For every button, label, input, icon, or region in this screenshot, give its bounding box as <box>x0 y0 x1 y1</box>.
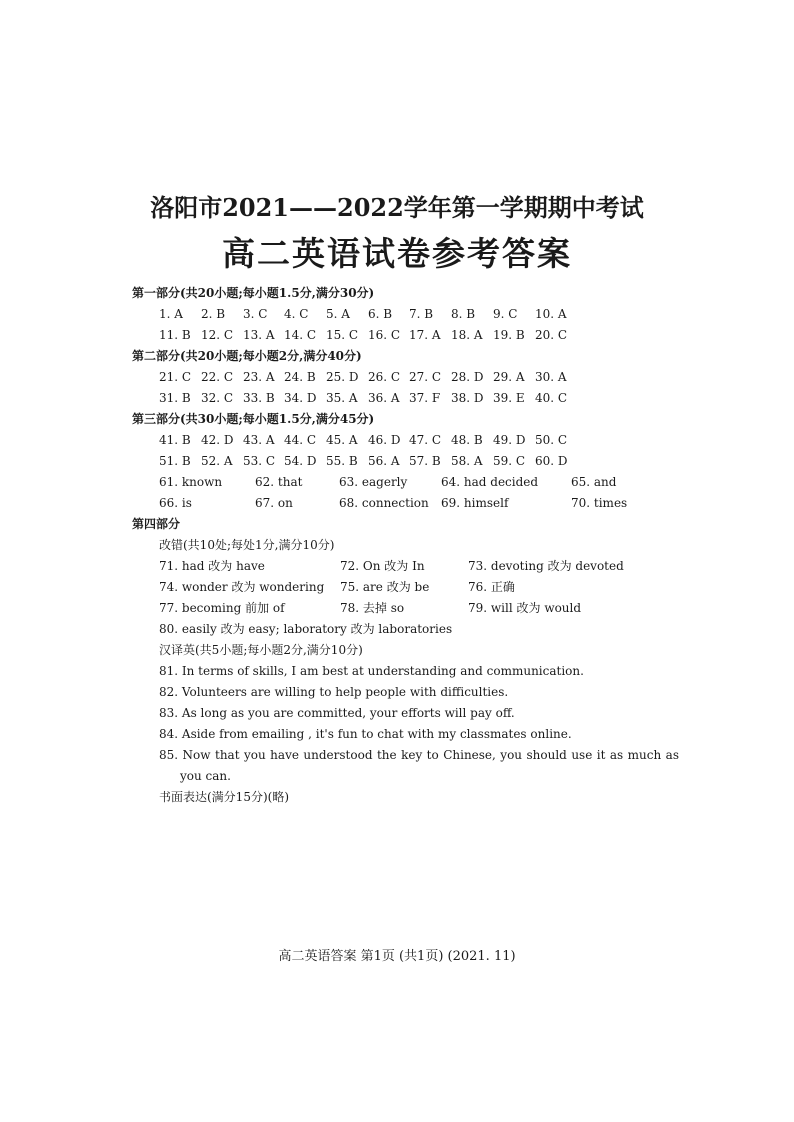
answer-item: 74. wonder 改为 wondering <box>159 580 325 594</box>
answer-item: 15. C <box>326 328 359 342</box>
answer-item: 38. D <box>451 391 484 405</box>
answer-item: 25. D <box>326 370 359 384</box>
exam-title: 洛阳市2021——2022学年第一学期期中考试 <box>150 193 644 222</box>
answer-item: 28. D <box>451 370 484 384</box>
part2-row <box>132 367 692 388</box>
answer-item: 5. A <box>326 307 350 321</box>
part3-row <box>132 451 692 472</box>
answer-item: 53. C <box>243 454 276 468</box>
answer-item: 61. known <box>159 475 223 489</box>
answer-item: 26. C <box>368 370 401 384</box>
answer-item: 11. B <box>159 328 191 342</box>
answer-item: 9. C <box>493 307 518 321</box>
correction-row <box>132 598 692 619</box>
answer-item: 3. C <box>243 307 268 321</box>
translation-item: 81. In terms of skills, I am best at understanding and communication. <box>159 664 584 678</box>
part3-row <box>132 430 692 451</box>
answer-item: 1. A <box>159 307 183 321</box>
answer-item: 42. D <box>201 433 234 447</box>
part4-header: 第四部分 <box>132 517 181 531</box>
part1-row <box>132 304 692 325</box>
answer-item: 30. A <box>535 370 567 384</box>
answer-item: 21. C <box>159 370 192 384</box>
answer-item: 20. C <box>535 328 568 342</box>
answer-item: 39. E <box>493 391 525 405</box>
answer-item: 35. A <box>326 391 358 405</box>
answer-item: 45. A <box>326 433 358 447</box>
correction-item-80: 80. easily 改为 easy; laboratory 改为 laboratories <box>159 622 453 636</box>
answer-item: 76. 正确 <box>468 580 515 594</box>
writing-note: 书面表达(满分15分)(略) <box>159 790 289 804</box>
answer-item: 70. times <box>571 496 628 510</box>
answer-item: 17. A <box>409 328 441 342</box>
exam-subtitle: 高二英语试卷参考答案 <box>222 234 572 273</box>
translation-85-line1: 85. Now that you have understood the key to Chinese, you should use it as much as <box>159 748 679 762</box>
answer-item: 16. C <box>368 328 401 342</box>
answer-item: 37. F <box>409 391 441 405</box>
answer-item: 71. had 改为 have <box>159 559 265 573</box>
answer-item: 46. D <box>368 433 401 447</box>
answer-item: 13. A <box>243 328 275 342</box>
answer-item: 14. C <box>284 328 317 342</box>
answer-item: 69. himself <box>441 496 509 510</box>
answer-item: 6. B <box>368 307 393 321</box>
answer-item: 27. C <box>409 370 442 384</box>
answer-item: 41. B <box>159 433 191 447</box>
answer-item: 4. C <box>284 307 309 321</box>
answer-item: 24. B <box>284 370 316 384</box>
answer-item: 22. C <box>201 370 234 384</box>
answer-item: 8. B <box>451 307 476 321</box>
answer-item: 40. C <box>535 391 568 405</box>
answer-item: 50. C <box>535 433 568 447</box>
answer-item: 34. D <box>284 391 317 405</box>
answer-item: 75. are 改为 be <box>340 580 430 594</box>
answer-item: 29. A <box>493 370 525 384</box>
answer-item: 58. A <box>451 454 483 468</box>
correction-row <box>132 556 692 577</box>
answer-item: 78. 去掉 so <box>340 601 405 615</box>
answer-item: 52. A <box>201 454 233 468</box>
answer-item: 18. A <box>451 328 483 342</box>
answer-item: 19. B <box>493 328 525 342</box>
answer-item: 63. eagerly <box>339 475 408 489</box>
correction-header: 改错(共10处;每处1分,满分10分) <box>159 538 335 552</box>
answer-item: 48. B <box>451 433 483 447</box>
translation-item-85 <box>159 745 679 787</box>
answer-item: 31. B <box>159 391 191 405</box>
answer-item: 51. B <box>159 454 191 468</box>
translation-85-line2: you can. <box>180 769 231 783</box>
answer-item: 57. B <box>409 454 441 468</box>
answer-item: 54. D <box>284 454 317 468</box>
answer-item: 7. B <box>409 307 434 321</box>
part3-fill-row <box>132 472 692 493</box>
answer-item: 12. C <box>201 328 234 342</box>
answer-item: 73. devoting 改为 devoted <box>468 559 624 573</box>
answer-item: 77. becoming 前加 of <box>159 601 285 615</box>
answer-item: 43. A <box>243 433 275 447</box>
part2-row <box>132 388 692 409</box>
answer-item: 23. A <box>243 370 275 384</box>
answer-item: 33. B <box>243 391 275 405</box>
answer-item: 79. will 改为 would <box>468 601 582 615</box>
answer-item: 60. D <box>535 454 568 468</box>
part1-header: 第一部分(共20小题;每小题1.5分,满分30分) <box>132 286 375 300</box>
answer-item: 67. on <box>255 496 293 510</box>
part3-fill-row <box>132 493 692 514</box>
answer-item: 55. B <box>326 454 358 468</box>
answer-item: 65. and <box>571 475 617 489</box>
part2-header: 第二部分(共20小题;每小题2分,满分40分) <box>132 349 362 363</box>
translation-item: 82. Volunteers are willing to help people with difficulties. <box>159 685 509 699</box>
translation-item: 84. Aside from emailing , it's fun to chat with my classmates online. <box>159 727 572 741</box>
answer-item: 68. connection <box>339 496 429 510</box>
translation-header: 汉译英(共5小题;每小题2分,满分10分) <box>159 643 363 657</box>
answer-body <box>132 283 692 745</box>
answer-item: 66. is <box>159 496 192 510</box>
answer-item: 2. B <box>201 307 226 321</box>
answer-item: 62. that <box>255 475 303 489</box>
answer-item: 59. C <box>493 454 526 468</box>
answer-item: 10. A <box>535 307 567 321</box>
answer-item: 36. A <box>368 391 400 405</box>
answer-item: 72. On 改为 In <box>340 559 425 573</box>
part3-header: 第三部分(共30小题;每小题1.5分,满分45分) <box>132 412 375 426</box>
part1-row <box>132 325 692 346</box>
answer-item: 49. D <box>493 433 526 447</box>
answer-item: 47. C <box>409 433 442 447</box>
page-footer: 高二英语答案 第1页 (共1页) (2021. 11) <box>278 949 516 964</box>
translation-item: 83. As long as you are committed, your efforts will pay off. <box>159 706 515 720</box>
answer-item: 56. A <box>368 454 400 468</box>
answer-item: 44. C <box>284 433 317 447</box>
correction-row <box>132 577 692 598</box>
answer-item: 64. had decided <box>441 475 539 489</box>
answer-item: 32. C <box>201 391 234 405</box>
